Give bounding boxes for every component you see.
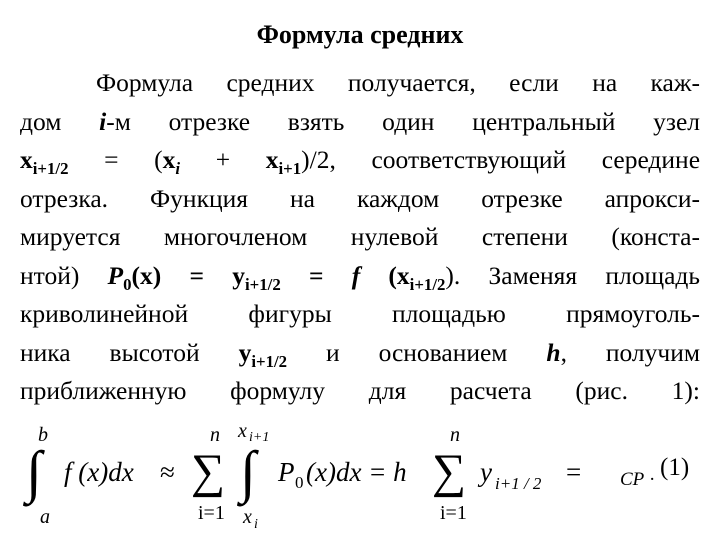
int-lower-limit: a: [40, 506, 50, 528]
text-segment: нтой): [20, 260, 80, 290]
math-subscript: i+1/2: [409, 274, 446, 294]
integral-sign-2-icon: ∫: [240, 439, 256, 504]
integrand-2: (x)dx = h: [306, 457, 407, 487]
math-P-subscript: 0: [295, 473, 304, 492]
text-segment: Формула средних получается, если на каж-: [96, 68, 700, 97]
text-segment: ). Заменяя площадь: [445, 260, 701, 290]
text-segment: дом: [20, 106, 62, 136]
math-P: P: [278, 457, 295, 487]
text-line-4: отрезка. Функция на каждом отрезке апрокси-: [20, 183, 700, 213]
cp-label: CP: [620, 469, 645, 490]
int2-lower-subscript: i: [254, 517, 258, 532]
page-title: Формула средних: [256, 20, 464, 49]
math-y: y: [238, 337, 252, 367]
math-subscript: 0: [123, 274, 132, 294]
text-segment: ника высотой: [20, 337, 200, 367]
math-P: P: [107, 260, 124, 290]
integral-sign-icon: ∫: [26, 439, 42, 504]
paragraph: [20, 64, 700, 411]
math-y: y: [480, 457, 492, 487]
text-line-7: криволинейной фигуры площадью прямоуголь-: [20, 299, 700, 328]
int-upper-limit: b: [38, 424, 48, 446]
text-segment: =: [308, 260, 324, 290]
math-subscript: i+1/2: [32, 158, 69, 178]
math-subscript: i+1: [278, 158, 302, 178]
text-line-3: [20, 141, 700, 180]
math-subscript: i+1/2: [251, 351, 288, 371]
text-line-8: [20, 334, 700, 373]
math-f: f: [351, 260, 361, 290]
text-segment: , получим: [560, 337, 700, 367]
sum-lower-limit: i=1: [198, 502, 225, 524]
math-x: x: [162, 145, 176, 174]
equals-sign: =: [566, 457, 582, 487]
math-y: y: [232, 260, 245, 290]
equation-number: (1): [660, 454, 690, 481]
text-segment: = (: [104, 145, 163, 174]
text-line-5: мируется многочленом нулевой степени (конста-: [20, 222, 700, 251]
text-line-1: [20, 64, 700, 103]
sum-upper-limit: n: [210, 424, 220, 446]
math-x: x: [20, 145, 33, 174]
math-y-subscript: i+1 / 2: [495, 474, 542, 493]
math-i: i: [99, 106, 107, 136]
math-subscript: i+1/2: [244, 274, 281, 294]
cp-dot: ·: [649, 469, 656, 490]
formula: [0, 415, 720, 540]
math-subscript: i: [175, 158, 181, 178]
sum-sign-2-icon: ∑: [432, 445, 467, 498]
approx-sign: ≈: [160, 457, 175, 487]
int2-upper-subscript: i+1: [249, 430, 270, 445]
sum2-lower-limit: i=1: [440, 502, 467, 524]
int2-lower-limit: x: [243, 506, 252, 528]
text-segment: )/2, соответствующий середине: [301, 145, 701, 174]
sum2-upper-limit: n: [450, 424, 460, 446]
text-line-2: [20, 103, 700, 142]
int2-upper-limit: x: [238, 420, 247, 442]
text-segment: -м отрезке взять один центральный узел: [106, 106, 700, 136]
text-segment: +: [215, 145, 231, 174]
sum-sign-icon: ∑: [191, 445, 226, 498]
text-segment: (x: [388, 260, 410, 290]
text-segment: и основанием: [326, 337, 508, 367]
text-line-9: приближенную формулу для расчета (рис. 1):: [20, 376, 700, 405]
math-h: h: [546, 337, 561, 367]
integrand: f (x)dx: [64, 457, 134, 487]
text-segment: (x) =: [131, 260, 205, 290]
text-line-6: [20, 257, 700, 296]
math-x: x: [265, 145, 279, 174]
